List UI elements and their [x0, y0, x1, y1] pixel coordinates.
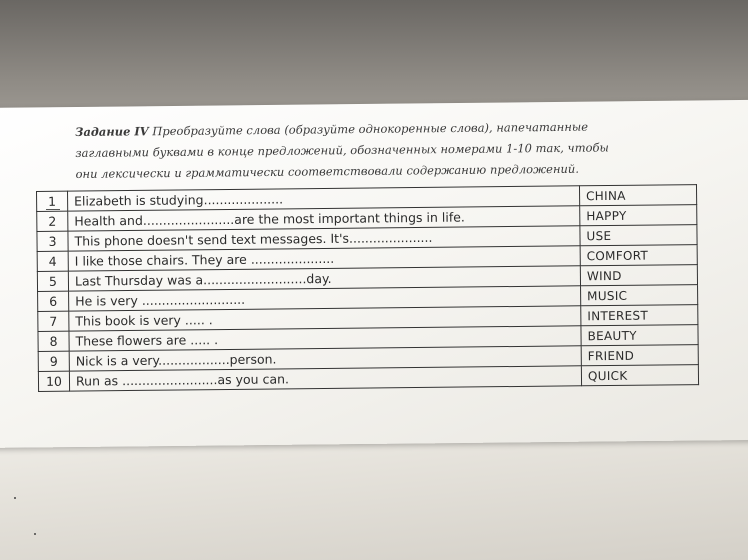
row-sentence: Nick is a very..................person.	[69, 346, 581, 371]
row-sentence: I like those chairs. They are .....................	[68, 246, 580, 271]
task-instructions	[75, 116, 676, 185]
instructions-line-3: они лексически и грамматически соответствовали содержанию предложений.	[75, 161, 580, 181]
row-sentence: He is very ..........................	[69, 286, 581, 311]
row-number: 10	[38, 371, 69, 391]
row-word: HAPPY	[580, 205, 697, 226]
row-sentence: Health and.......................are the most important things in life.	[68, 206, 580, 231]
row-word: USE	[580, 225, 697, 246]
row-sentence: Last Thursday was a..........................day.	[68, 266, 580, 291]
row-number: 9	[38, 351, 69, 371]
row-number: 4	[37, 251, 68, 271]
row-word: COMFORT	[580, 245, 697, 266]
row-word: CHINA	[579, 185, 696, 206]
exercise-table	[36, 184, 699, 392]
row-sentence: This phone doesn't send text messages. It's.....................	[68, 226, 580, 251]
row-sentence: This book is very ..... .	[69, 306, 581, 331]
task-label: Задание IV	[75, 124, 149, 139]
row-number: 6	[38, 291, 69, 311]
row-word: WIND	[580, 265, 697, 286]
instructions-text-1: Преобразуйте слова (образуйте однокоренные слова), напечатанные	[152, 119, 589, 139]
row-sentence: These flowers are ..... .	[69, 326, 581, 351]
row-sentence: Run as ........................as you can.	[69, 366, 581, 391]
row-word: FRIEND	[581, 345, 698, 366]
exercise-table-body	[37, 185, 699, 392]
row-word: QUICK	[581, 365, 698, 386]
row-number: 7	[38, 311, 69, 331]
paper-speck	[14, 497, 16, 499]
row-number: 3	[37, 231, 68, 251]
paper-speck	[34, 533, 36, 535]
row-number: 1	[37, 191, 68, 211]
row-number: 2	[37, 211, 68, 231]
row-number: 8	[38, 331, 69, 351]
row-number: 5	[37, 271, 68, 291]
row-word: INTEREST	[581, 305, 698, 326]
row-word: BEAUTY	[581, 325, 698, 346]
row-word: MUSIC	[581, 285, 698, 306]
instructions-line-2: заглавными буквами в конце предложений, обозначенных номерами 1-10 так, чтобы	[75, 140, 609, 160]
row-sentence: Elizabeth is studying....................	[68, 186, 580, 211]
